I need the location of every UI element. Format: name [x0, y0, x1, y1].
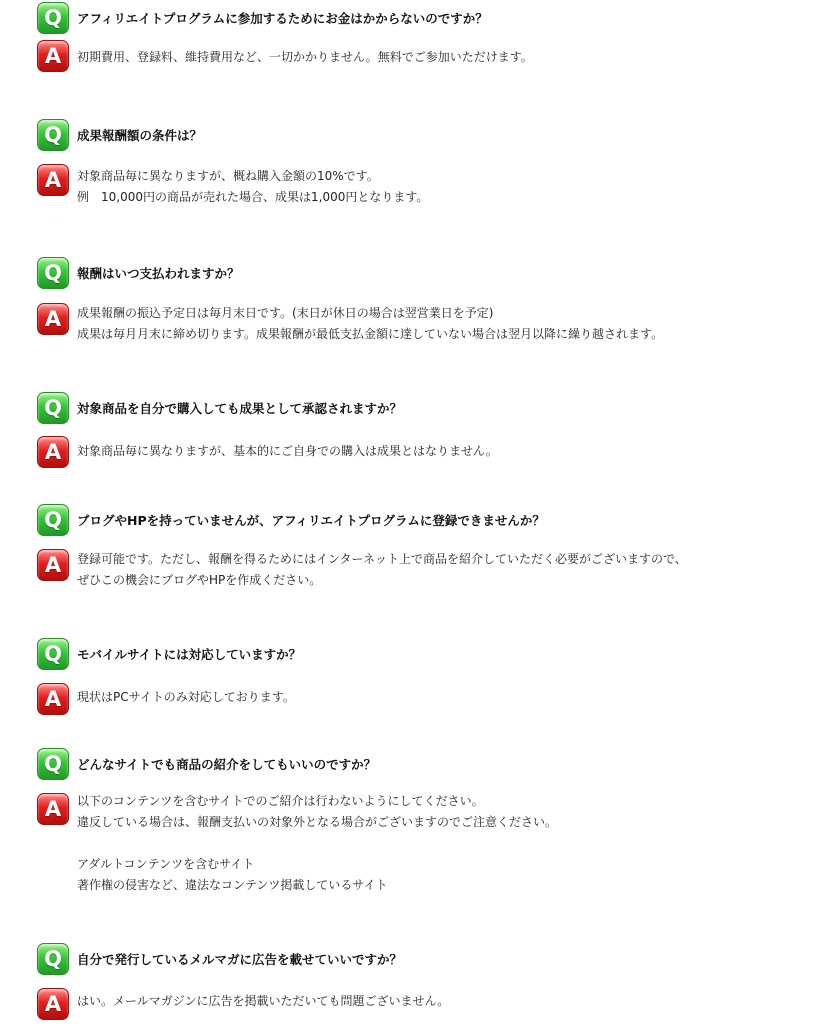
question-row — [37, 119, 817, 151]
faq-item — [37, 257, 817, 341]
question-text: 成果報酬額の条件は？ — [77, 128, 203, 143]
faq-item — [37, 119, 817, 204]
question-text: モバイルサイトには対応していますか？ — [77, 647, 302, 662]
answer-line: 初期費用、登録料、維持費用など、一切かかりません。無料でご参加いただけます。 — [77, 50, 533, 64]
answer-row — [37, 303, 817, 341]
question-row — [37, 943, 817, 975]
answer-line: 成果は毎月月末に締め切ります。成果報酬が最低支払金額に達していない場合は翌月以降に繰り越されます。 — [77, 327, 664, 341]
question-row — [37, 504, 817, 536]
question-text: 対象商品を自分で購入しても成果として承認されますか？ — [77, 401, 403, 416]
question-badge-icon: Q — [37, 392, 69, 424]
question-text: 自分で発行しているメルマガに広告を載せていいですか？ — [77, 952, 403, 967]
faq-item — [37, 2, 817, 72]
answer-text — [77, 791, 557, 896]
faq-item — [37, 638, 817, 715]
question-row — [37, 2, 817, 34]
answer-line: 対象商品毎に異なりますが、概ね購入金額の10%です。 — [77, 169, 379, 183]
answer-badge-icon: A — [37, 549, 69, 581]
answer-row — [37, 793, 817, 892]
answer-badge-icon: A — [37, 793, 69, 825]
question-row — [37, 392, 817, 424]
faq-item — [37, 504, 817, 587]
faq-item — [37, 943, 817, 1020]
answer-row — [37, 988, 817, 1020]
answer-badge-icon: A — [37, 40, 69, 72]
question-text: アフィリエイトプログラムに参加するためにお金はかからないのですか？ — [77, 11, 488, 26]
answer-badge-icon: A — [37, 683, 69, 715]
answer-text — [77, 991, 449, 1012]
question-badge-icon: Q — [37, 504, 69, 536]
answer-line: アダルトコンテンツを含むサイト — [77, 857, 255, 871]
answer-text — [77, 166, 428, 208]
answer-gap — [77, 833, 557, 854]
question-text: ブログやHPを持っていませんが、アフィリエイトプログラムに登録できませんか？ — [77, 513, 545, 528]
answer-badge-icon: A — [37, 988, 69, 1020]
question-badge-icon: Q — [37, 748, 69, 780]
answer-text — [77, 303, 663, 345]
question-text: 報酬はいつ支払われますか？ — [77, 266, 240, 281]
question-badge-icon: Q — [37, 638, 69, 670]
question-row — [37, 638, 817, 670]
question-row — [37, 748, 817, 780]
answer-line: 対象商品毎に異なりますが、基本的にご自身での購入は成果とはなりません。 — [77, 444, 498, 458]
answer-text — [77, 441, 498, 462]
answer-line: 以下のコンテンツを含むサイトでのご紹介は行わないようにしてください。 — [77, 794, 484, 808]
question-badge-icon: Q — [37, 119, 69, 151]
answer-badge-icon: A — [37, 436, 69, 468]
answer-row — [37, 683, 817, 715]
answer-line: 登録可能です。ただし、報酬を得るためにはインターネット上で商品を紹介していただく必要がございますので、 — [77, 552, 687, 566]
answer-text — [77, 47, 533, 68]
answer-text — [77, 687, 295, 708]
answer-row — [37, 436, 817, 468]
answer-row — [37, 164, 817, 204]
answer-line: 成果報酬の振込予定日は毎月末日です。(末日が休日の場合は翌営業日を予定) — [77, 306, 494, 320]
answer-row — [37, 40, 817, 72]
answer-line: 現状はPCサイトのみ対応しております。 — [77, 690, 295, 704]
answer-line: 例 10,000円の商品が売れた場合、成果は1,000円となります。 — [77, 190, 429, 204]
answer-line: 著作権の侵害など、違法なコンテンツ掲載しているサイト — [77, 878, 388, 892]
answer-badge-icon: A — [37, 164, 69, 196]
faq-item — [37, 748, 817, 892]
question-row — [37, 257, 817, 289]
answer-badge-icon: A — [37, 303, 69, 335]
question-badge-icon: Q — [37, 943, 69, 975]
question-badge-icon: Q — [37, 2, 69, 34]
answer-text — [77, 549, 687, 591]
answer-line: ぜひこの機会にブログやHPを作成ください。 — [77, 573, 322, 587]
question-text: どんなサイトでも商品の紹介をしてもいいのですか？ — [77, 757, 377, 772]
faq-item — [37, 392, 817, 468]
answer-row — [37, 549, 817, 587]
answer-line: 違反している場合は、報酬支払いの対象外となる場合がございますのでご注意ください。 — [77, 815, 558, 829]
question-badge-icon: Q — [37, 257, 69, 289]
answer-line: はい。メールマガジンに広告を掲載いただいても問題ございません。 — [77, 994, 450, 1008]
